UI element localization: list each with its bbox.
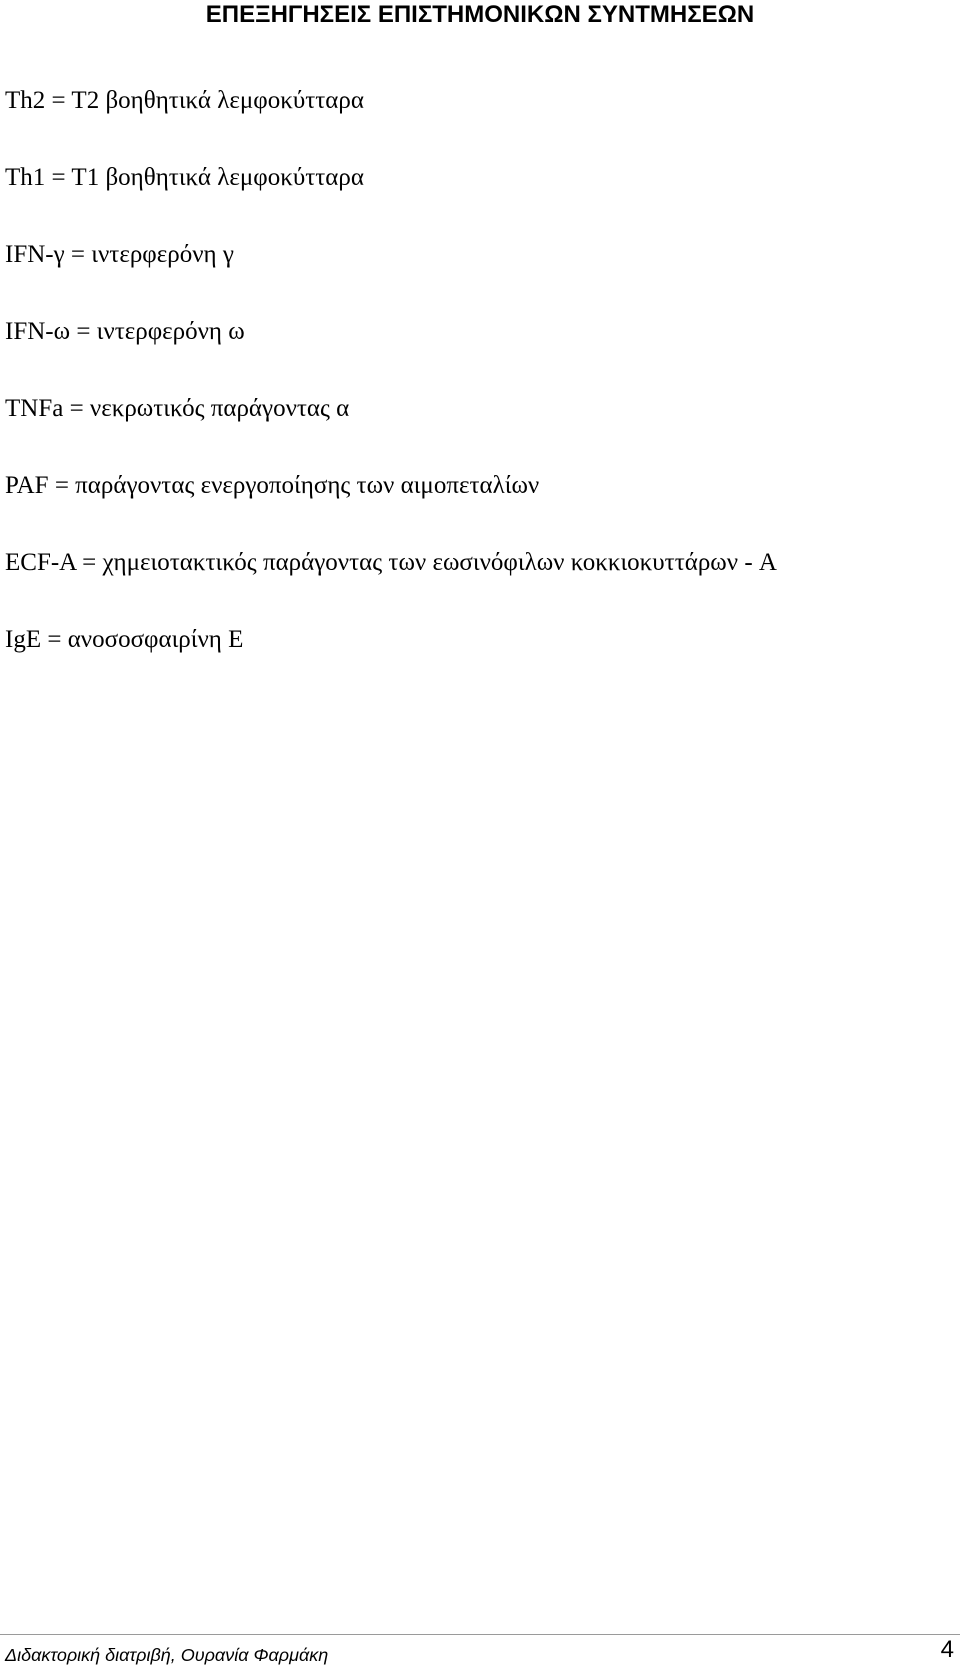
page-number: 4 — [940, 1636, 954, 1663]
abbreviation-tnfa: TNFa = νεκρωτικός παράγοντας α — [5, 395, 350, 422]
abbreviation-ige: IgE = ανοσοσφαιρίνη E — [5, 626, 244, 653]
abbreviation-ifn-omega: IFN-ω = ιντερφερόνη ω — [5, 318, 245, 345]
abbreviation-paf: PAF = παράγοντας ενεργοποίησης των αιμοπεταλίων — [5, 472, 540, 499]
abbreviation-th1: Th1 = T1 βοηθητικά λεμφοκύτταρα — [5, 164, 364, 191]
abbreviation-ecf-a: ECF-A = χημειοτακτικός παράγοντας των εωσινόφιλων κοκκιοκυττάρων - A — [5, 549, 777, 576]
page-title: ΕΠΕΞΗΓΗΣΕΙΣ ΕΠΙΣΤΗΜΟΝΙΚΩΝ ΣΥΝΤΜΗΣΕΩΝ — [205, 1, 755, 28]
abbreviation-th2: Th2 = T2 βοηθητικά λεμφοκύτταρα — [5, 87, 364, 114]
abbreviation-ifn-gamma: IFN-γ = ιντερφερόνη γ — [5, 241, 234, 268]
footer-text: Διδακτορική διατριβή, Ουρανία Φαρμάκη — [5, 1645, 329, 1665]
footer-divider — [0, 1634, 960, 1635]
abbreviation-list — [5, 86, 777, 702]
